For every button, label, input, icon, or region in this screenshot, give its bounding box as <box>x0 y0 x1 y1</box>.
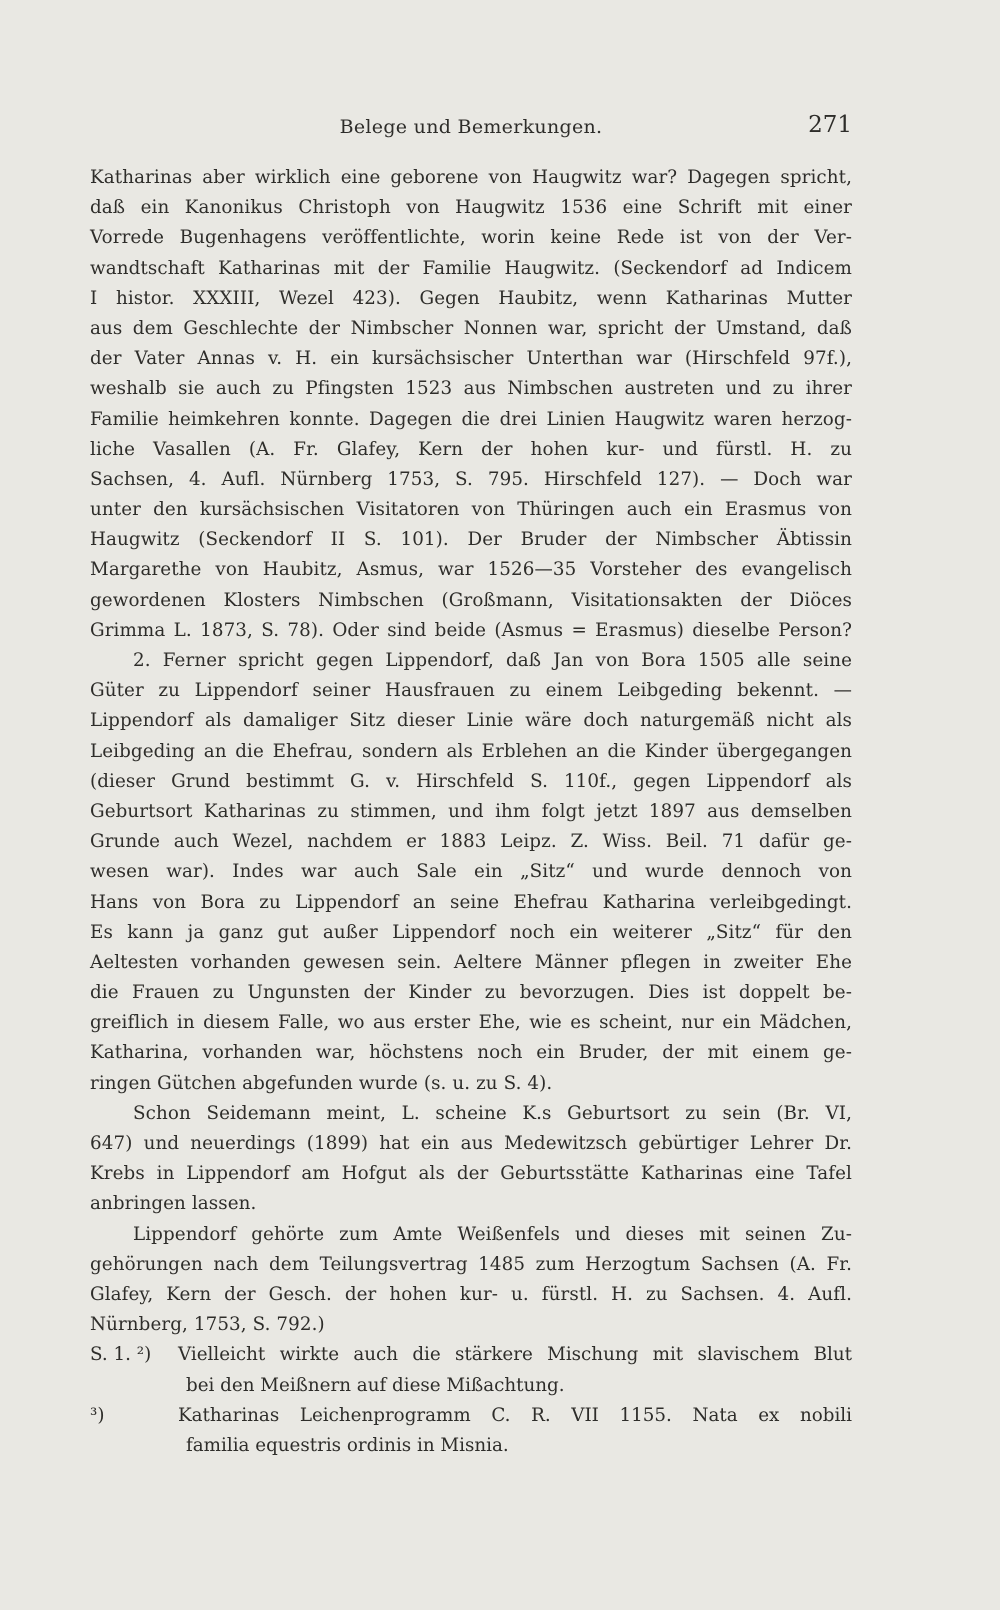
page-number: 271 <box>808 112 852 138</box>
text-line: Grimma L. 1873, S. 78). Oder sind beide (Asmus = Erasmus) dieselbe Person? <box>90 619 852 641</box>
text-line: 647) und neuerdings (1899) hat ein aus Medewitzsch gebürtiger Lehrer Dr. <box>90 1133 852 1154</box>
body-text <box>90 163 852 1461</box>
footnote-2-line <box>90 1340 852 1370</box>
text-line: 2. Ferner spricht gegen Lippendorf, daß Jan von Bora 1505 alle seine <box>133 650 852 671</box>
text-line: (dieser Grund bestimmt G. v. Hirschfeld S. 110f., gegen Lippendorf als <box>90 770 852 792</box>
text-line: Geburtsort Katharinas zu stimmen, und ihm folgt jetzt 1897 aus demselben <box>90 800 852 822</box>
footnote-3-continuation: familia equestris ordinis in Misnia. <box>186 1434 509 1456</box>
text-line: greiflich in diesem Falle, wo aus erster Ehe, wie es scheint, nur ein Mädchen, <box>90 1012 852 1034</box>
text-line: gewordenen Klosters Nimbschen (Großmann, Visitationsakten der Diöces <box>90 589 852 611</box>
footnote-2-label: S. 1. ²) <box>90 1344 152 1366</box>
text-line: Katharinas aber wirklich eine geborene von Haugwitz war? Dagegen spricht, <box>90 167 852 188</box>
text-line: Lippendorf als damaliger Sitz dieser Linie wäre doch naturgemäß nicht als <box>90 710 852 732</box>
text-line: Schon Seidemann meint, L. scheine K.s Geburtsort zu sein (Br. VI, <box>133 1102 852 1124</box>
text-line: wandtschaft Katharinas mit der Familie Haugwitz. (Seckendorf ad Indicem <box>90 257 852 279</box>
running-head: Belege und Bemerkungen. <box>339 116 603 138</box>
text-line: die Frauen zu Ungunsten der Kinder zu bevorzugen. Dies ist doppelt be- <box>90 982 852 1004</box>
text-line: Hans von Bora zu Lippendorf an seine Ehefrau Katharina verleibgedingt. <box>90 891 852 913</box>
footnote-2-text: Vielleicht wirkte auch die stärkere Mischung mit slavischem Blut <box>178 1344 852 1366</box>
text-line: Katharina, vorhanden war, höchstens noch ein Bruder, der mit einem ge- <box>90 1042 852 1064</box>
text-line: wesen war). Indes war auch Sale ein „Sitz“ und wurde dennoch von <box>90 861 852 883</box>
footnote-2-continuation: bei den Meißnern auf diese Mißachtung. <box>186 1374 565 1396</box>
text-line: Aeltesten vorhanden gewesen sein. Aeltere Männer pflegen in zweiter Ehe <box>90 951 852 973</box>
text-line: Glafey, Kern der Gesch. der hohen kur- u. fürstl. H. zu Sachsen. 4. Aufl. <box>90 1283 852 1305</box>
text-line: Nürnberg, 1753, S. 792.) <box>90 1314 325 1336</box>
text-line: Margarethe von Haubitz, Asmus, war 1526—35 Vorsteher des evangelisch <box>90 559 852 581</box>
text-line: Vorrede Bugenhagens veröffentlichte, worin keine Rede ist von der Ver- <box>90 227 852 249</box>
text-line: weshalb sie auch zu Pfingsten 1523 aus Nimbschen austreten und zu ihrer <box>90 378 852 400</box>
text-line: Krebs in Lippendorf am Hofgut als der Geburtsstätte Katharinas eine Tafel <box>90 1163 852 1185</box>
footnote-3-line <box>90 1401 852 1431</box>
text-line: gehörungen nach dem Teilungsvertrag 1485 zum Herzogtum Sachsen (A. Fr. <box>90 1253 852 1275</box>
text-line: Es kann ja ganz gut außer Lippendorf noch ein weiterer „Sitz“ für den <box>90 921 852 943</box>
text-line: ringen Gütchen abgefunden wurde (s. u. zu S. 4). <box>90 1072 553 1094</box>
text-line: unter den kursächsischen Visitatoren von Thüringen auch ein Erasmus von <box>90 499 852 521</box>
text-line: Leibgeding an die Ehefrau, sondern als Erblehen an die Kinder übergegangen <box>90 740 852 762</box>
text-line: Lippendorf gehörte zum Amte Weißenfels und dieses mit seinen Zu- <box>133 1223 852 1245</box>
text-line: liche Vasallen (A. Fr. Glafey, Kern der hohen kur- und fürstl. H. zu <box>90 438 852 460</box>
footnote-3-text: Katharinas Leichenprogramm C. R. VII 1155. Nata ex nobili <box>178 1404 852 1426</box>
text-line: I histor. XXXIII, Wezel 423). Gegen Haubitz, wenn Katharinas Mutter <box>90 287 852 309</box>
page-header <box>90 112 852 148</box>
text-line: aus dem Geschlechte der Nimbscher Nonnen war, spricht der Umstand, daß <box>90 317 852 339</box>
text-line: Familie heimkehren konnte. Dagegen die drei Linien Haugwitz waren herzog- <box>90 408 852 430</box>
text-line: Haugwitz (Seckendorf II S. 101). Der Bruder der Nimbscher Äbtissin <box>90 529 852 551</box>
text-line: anbringen lassen. <box>90 1193 257 1215</box>
text-line: der Vater Annas v. H. ein kursächsischer Unterthan war (Hirschfeld 97f.), <box>90 348 852 370</box>
text-line: Sachsen, 4. Aufl. Nürnberg 1753, S. 795. Hirschfeld 127). — Doch war <box>90 468 852 490</box>
footnote-3-label: ³) <box>90 1404 105 1426</box>
text-line: Grunde auch Wezel, nachdem er 1883 Leipz. Z. Wiss. Beil. 71 dafür ge- <box>90 831 852 853</box>
text-line: Güter zu Lippendorf seiner Hausfrauen zu einem Leibgeding bekennt. — <box>90 680 852 702</box>
text-line: daß ein Kanonikus Christoph von Haugwitz 1536 eine Schrift mit einer <box>90 197 852 219</box>
